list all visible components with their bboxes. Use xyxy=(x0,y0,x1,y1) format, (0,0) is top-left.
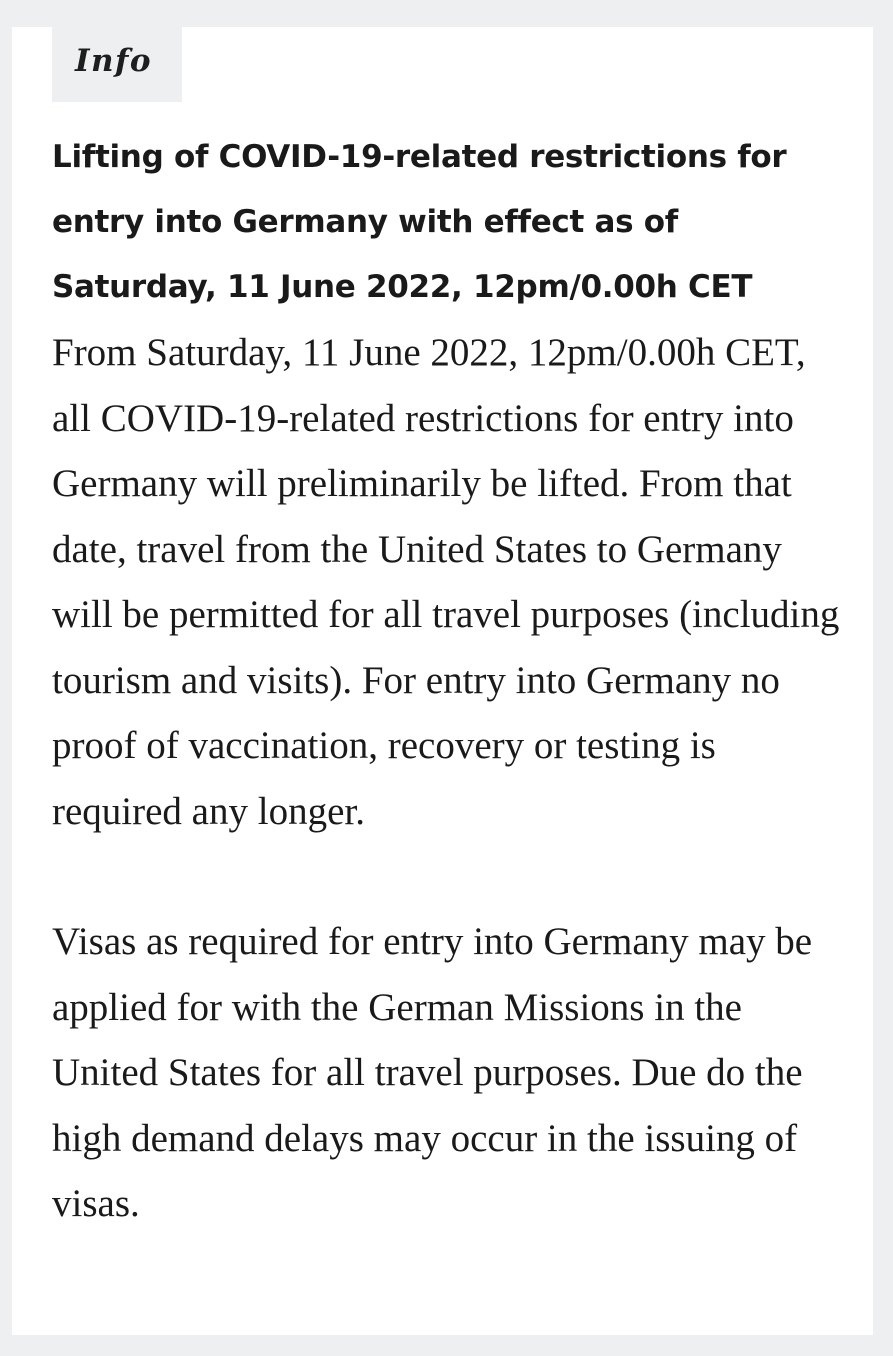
notice-heading: Lifting of COVID-19-related restrictions for entry into Germany with effect as of Saturday, 11 June 2022, 12pm/0.00h CET xyxy=(52,139,787,305)
info-badge-label: Info xyxy=(75,43,153,79)
notice-paragraph-visas: Visas as required for entry into Germany may be applied for with the German Missions in the United States for all travel purposes. Due do the high demand delays may occur in the issuing of visas. xyxy=(52,920,813,1225)
info-badge xyxy=(52,27,182,102)
notice-content xyxy=(52,125,842,1237)
info-box xyxy=(12,27,873,1335)
notice-paragraph-entry: From Saturday, 11 June 2022, 12pm/0.00h CET, all COVID-19-related restrictions for entry into Germany will preliminarily be lifted. From that date, travel from the United States to Germany will be permitted for all travel purposes (including tourism and visits). For entry into Germany no proof of vaccination, recovery or testing is required any longer. xyxy=(52,331,840,833)
